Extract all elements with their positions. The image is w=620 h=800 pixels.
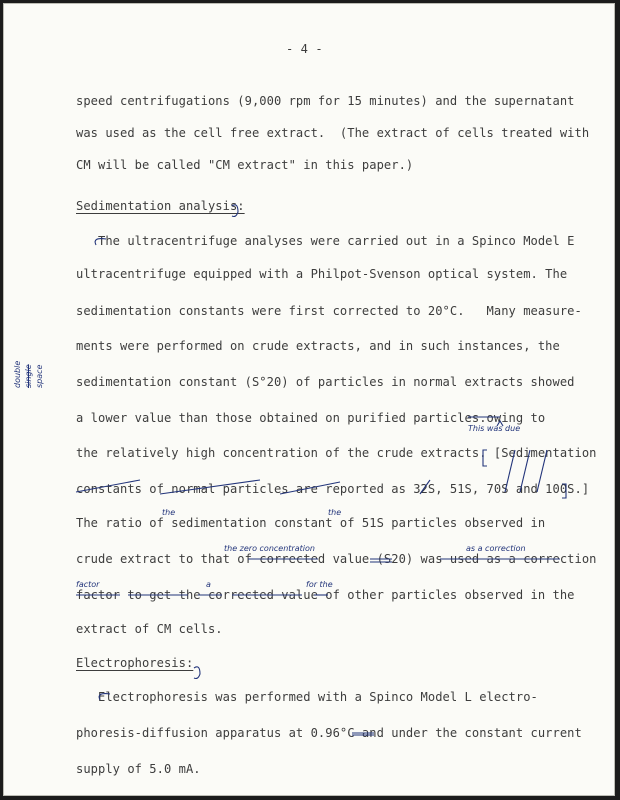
text-line-8: ments were performed on crude extracts, and in such instances, the (76, 339, 560, 353)
page-number: - 4 - (286, 42, 323, 56)
text-line-13: The ratio of sedimentation constant of 51S particles observed in (76, 516, 546, 530)
text-line-14: crude extract to that of corrected value (S20) was used as a correction (76, 552, 597, 566)
handwritten-this-was-due: This was due (468, 424, 521, 433)
margin-note-single: single (24, 364, 33, 388)
text-line-19: phoresis-diffusion apparatus at 0.96°C and under the constant current (76, 726, 582, 740)
text-line-11: the relatively high concentration of the crude extracts. [Sedimentation (76, 446, 597, 460)
text-line-12: constants of normal particles are reported as 32S, 51S, 70S and 100S.] (76, 482, 590, 496)
text-line-5: The ultracentrifuge analyses were carried out in a Spinco Model E (76, 234, 575, 248)
margin-note (12, 361, 45, 388)
text-line-7: sedimentation constants were first corrected to 20°C. Many measure- (76, 304, 582, 318)
text-line-15: factor to get the corrected value of other particles observed in the (76, 588, 575, 602)
handwritten-the-2: the (328, 508, 342, 517)
handwritten-zero-concentration: the zero concentration (224, 544, 315, 553)
text-line-2: was used as the cell free extract. (The extract of cells treated with (76, 126, 590, 140)
text-line-10: a lower value than those obtained on purified particles.owing to (76, 411, 546, 425)
section-heading-electrophoresis: Electrophoresis: (76, 656, 194, 670)
margin-note-double: double (13, 360, 22, 388)
handwritten-for-the: for the (306, 580, 333, 589)
text-line-3: CM will be called "CM extract" in this paper.) (76, 158, 414, 172)
handwritten-the-1: the (162, 508, 176, 517)
text-line-9: sedimentation constant (S°20) of particles in normal extracts showed (76, 375, 575, 389)
margin-note-space: space (35, 364, 44, 388)
handwritten-factor: factor (76, 580, 100, 589)
text-line-16: extract of CM cells. (76, 622, 223, 636)
text-line-18: Electrophoresis was performed with a Spinco Model L electro- (76, 690, 538, 704)
handwritten-a: a (206, 580, 211, 589)
document-page (3, 3, 615, 796)
text-line-1: speed centrifugations (9,000 rpm for 15 minutes) and the supernatant (76, 94, 575, 108)
text-line-20: supply of 5.0 mA. (76, 762, 201, 776)
section-heading-sedimentation: Sedimentation analysis: (76, 199, 245, 213)
handwritten-as-a-correction: as a correction (466, 544, 526, 553)
text-line-6: ultracentrifuge equipped with a Philpot-Svenson optical system. The (76, 267, 568, 281)
